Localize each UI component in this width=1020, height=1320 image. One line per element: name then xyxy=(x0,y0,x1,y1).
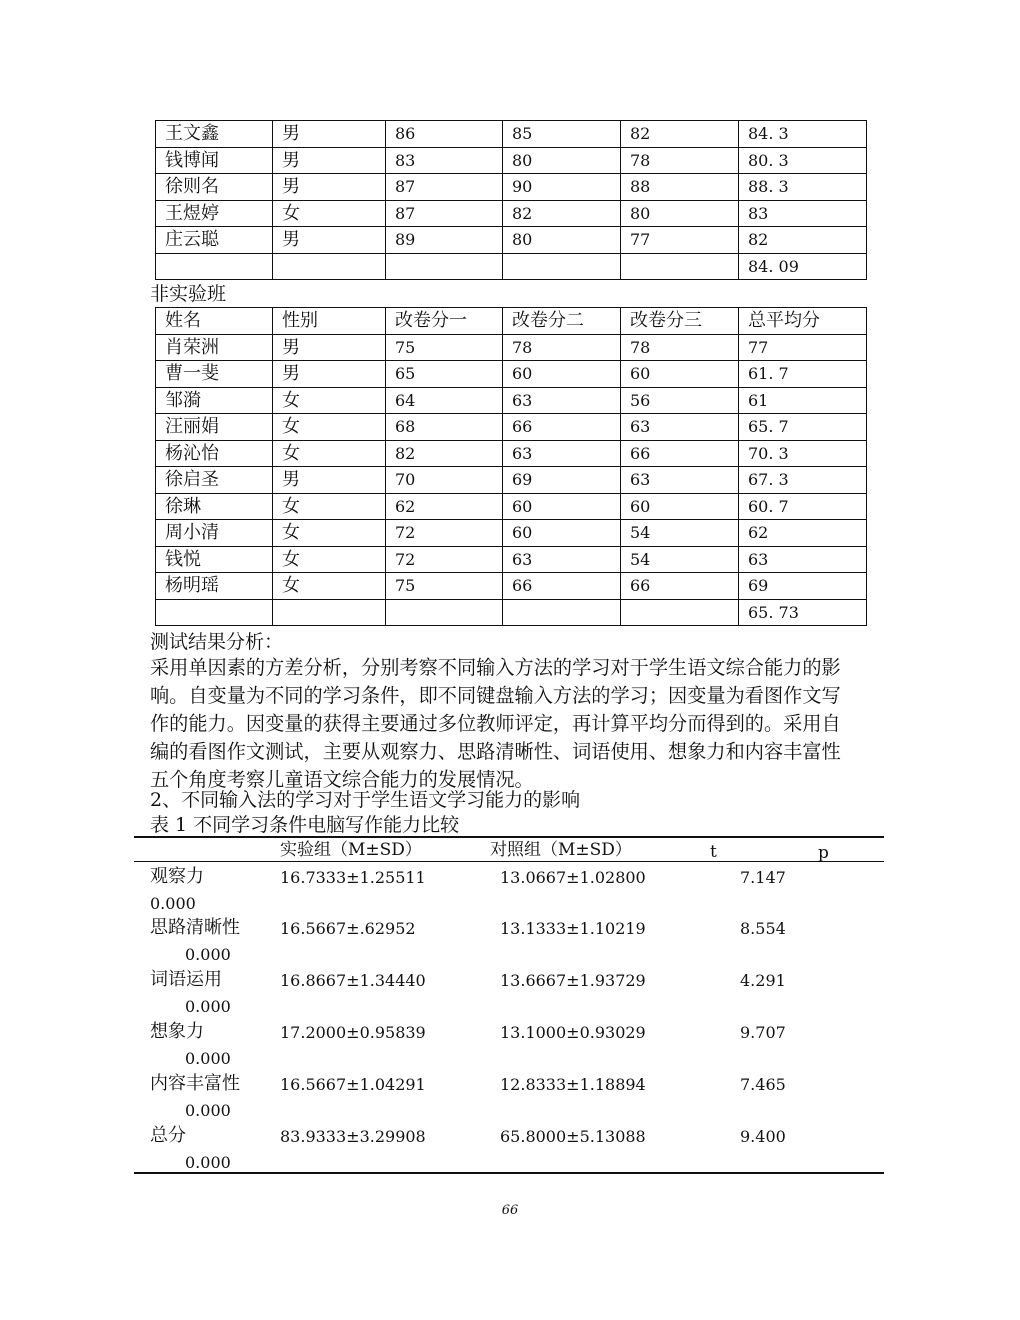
name-cell: 王文鑫 xyxy=(156,121,273,148)
control-value: 12.8333±1.18894 xyxy=(500,1075,646,1094)
score-cell: 89 xyxy=(386,227,503,254)
row-label: 内容丰富性 xyxy=(150,1073,240,1094)
score-cell: 80 xyxy=(621,200,739,227)
score-cell: 82 xyxy=(739,227,867,254)
p-value: 0.000 xyxy=(185,1153,231,1172)
control-value: 13.6667±1.93729 xyxy=(500,971,646,990)
gender-cell: 女 xyxy=(273,546,386,573)
name-cell: 钱博闻 xyxy=(156,147,273,174)
score-cell: 63 xyxy=(739,546,867,573)
gender-cell xyxy=(273,253,386,280)
score-cell: 90 xyxy=(503,174,621,201)
control-score-table xyxy=(155,307,867,626)
name-cell: 钱悦 xyxy=(156,546,273,573)
score-cell: 69 xyxy=(739,573,867,600)
table-row xyxy=(156,387,867,414)
score-cell: 60 xyxy=(503,520,621,547)
gender-cell: 女 xyxy=(273,573,386,600)
table-row xyxy=(156,200,867,227)
name-cell xyxy=(156,253,273,280)
section-heading: 2、不同输入法的学习对于学生语文学习能力的影响 xyxy=(150,789,581,811)
score-cell: 82 xyxy=(621,121,739,148)
score-cell: 87 xyxy=(386,200,503,227)
score-cell: 82 xyxy=(386,440,503,467)
table-row xyxy=(156,573,867,600)
score-cell: 78 xyxy=(621,147,739,174)
score-cell xyxy=(386,253,503,280)
score-cell: 85 xyxy=(503,121,621,148)
score-cell: 80. 3 xyxy=(739,147,867,174)
score-cell: 60. 7 xyxy=(739,493,867,520)
column-header: 改卷分三 xyxy=(621,308,739,335)
table-row xyxy=(156,334,867,361)
name-cell: 徐则名 xyxy=(156,174,273,201)
name-cell: 曹一斐 xyxy=(156,361,273,388)
column-header: 改卷分一 xyxy=(386,308,503,335)
score-cell xyxy=(503,253,621,280)
gender-cell: 男 xyxy=(273,174,386,201)
score-cell: 80 xyxy=(503,147,621,174)
gender-cell: 女 xyxy=(273,520,386,547)
score-cell: 78 xyxy=(621,334,739,361)
name-cell: 肖荣洲 xyxy=(156,334,273,361)
score-cell: 63 xyxy=(503,546,621,573)
score-cell: 70. 3 xyxy=(739,440,867,467)
score-cell xyxy=(621,253,739,280)
score-cell: 69 xyxy=(503,467,621,494)
column-header: 改卷分二 xyxy=(503,308,621,335)
table-caption: 表 1 不同学习条件电脑写作能力比较 xyxy=(150,814,460,836)
score-cell: 72 xyxy=(386,546,503,573)
score-cell: 61 xyxy=(739,387,867,414)
name-cell: 杨沁怡 xyxy=(156,440,273,467)
table-row xyxy=(156,546,867,573)
score-cell: 62 xyxy=(386,493,503,520)
score-cell: 65 xyxy=(386,361,503,388)
score-cell: 72 xyxy=(386,520,503,547)
gender-cell: 男 xyxy=(273,147,386,174)
experimental-value: 16.5667±1.04291 xyxy=(280,1075,426,1094)
column-header-experimental: 实验组（M±SD） xyxy=(280,840,422,860)
control-value: 13.0667±1.02800 xyxy=(500,868,646,887)
score-cell: 54 xyxy=(621,546,739,573)
column-header: 姓名 xyxy=(156,308,273,335)
gender-cell: 男 xyxy=(273,121,386,148)
score-cell: 63 xyxy=(503,387,621,414)
score-cell: 60 xyxy=(503,361,621,388)
table-row xyxy=(156,361,867,388)
paragraph-line: 响。自变量为不同的学习条件，即不同键盘输入方法的学习；因变量为看图作文写 xyxy=(150,684,841,707)
name-cell xyxy=(156,599,273,626)
row-label: 词语运用 xyxy=(150,969,222,990)
score-cell: 84. 3 xyxy=(739,121,867,148)
score-cell: 63 xyxy=(503,440,621,467)
name-cell: 徐琳 xyxy=(156,493,273,520)
p-value: 0.000 xyxy=(185,997,231,1016)
paragraph-line: 采用单因素的方差分析，分别考察不同输入方法的学习对于学生语文综合能力的影 xyxy=(150,656,841,679)
p-value: 0.000 xyxy=(185,1049,231,1068)
name-cell: 徐启圣 xyxy=(156,467,273,494)
score-cell: 67. 3 xyxy=(739,467,867,494)
score-cell: 75 xyxy=(386,573,503,600)
name-cell: 汪丽娟 xyxy=(156,414,273,441)
score-cell: 60 xyxy=(621,361,739,388)
score-cell: 87 xyxy=(386,174,503,201)
name-cell: 杨明瑶 xyxy=(156,573,273,600)
table-row xyxy=(156,440,867,467)
page-number: 66 xyxy=(501,1203,519,1218)
name-cell: 王煜婷 xyxy=(156,200,273,227)
experimental-score-table xyxy=(155,120,867,280)
gender-cell: 女 xyxy=(273,440,386,467)
score-cell: 66 xyxy=(503,573,621,600)
control-class-label: 非实验班 xyxy=(150,283,227,305)
score-cell xyxy=(386,599,503,626)
score-cell: 66 xyxy=(621,573,739,600)
score-cell: 61. 7 xyxy=(739,361,867,388)
score-cell: 54 xyxy=(621,520,739,547)
experimental-value: 16.5667±.62952 xyxy=(280,919,416,938)
paragraph-line: 五个角度考察儿童语文综合能力的发展情况。 xyxy=(150,768,534,791)
score-cell: 88. 3 xyxy=(739,174,867,201)
analysis-paragraph xyxy=(150,654,875,794)
table-row xyxy=(156,174,867,201)
column-header: 总平均分 xyxy=(739,308,867,335)
score-cell: 86 xyxy=(386,121,503,148)
score-cell: 83 xyxy=(739,200,867,227)
score-cell: 66 xyxy=(621,440,739,467)
score-cell: 60 xyxy=(503,493,621,520)
score-cell: 65. 73 xyxy=(739,599,867,626)
gender-cell: 女 xyxy=(273,414,386,441)
t-value: 7.465 xyxy=(740,1075,786,1094)
score-cell: 78 xyxy=(503,334,621,361)
score-cell: 60 xyxy=(621,493,739,520)
score-cell: 56 xyxy=(621,387,739,414)
score-cell xyxy=(621,599,739,626)
column-header-t: t xyxy=(710,842,717,862)
t-value: 9.400 xyxy=(740,1127,786,1146)
score-cell: 63 xyxy=(621,467,739,494)
experimental-value: 16.7333±1.25511 xyxy=(280,868,426,887)
table-row xyxy=(156,599,867,626)
row-label: 观察力 xyxy=(150,866,204,887)
gender-cell: 女 xyxy=(273,200,386,227)
table-row xyxy=(156,520,867,547)
gender-cell xyxy=(273,599,386,626)
experimental-value: 83.9333±3.29908 xyxy=(280,1127,426,1146)
table-row xyxy=(156,414,867,441)
score-cell: 77 xyxy=(621,227,739,254)
gender-cell: 男 xyxy=(273,334,386,361)
experimental-value: 16.8667±1.34440 xyxy=(280,971,426,990)
score-cell: 65. 7 xyxy=(739,414,867,441)
score-cell: 70 xyxy=(386,467,503,494)
score-cell xyxy=(503,599,621,626)
table-row xyxy=(156,467,867,494)
table-bottom-rule xyxy=(134,1172,884,1174)
score-cell: 66 xyxy=(503,414,621,441)
score-cell: 75 xyxy=(386,334,503,361)
p-value: 0.000 xyxy=(150,894,196,913)
score-cell: 68 xyxy=(386,414,503,441)
table-row xyxy=(156,147,867,174)
experimental-value: 17.2000±0.95839 xyxy=(280,1023,426,1042)
score-cell: 80 xyxy=(503,227,621,254)
table-row xyxy=(156,493,867,520)
row-label: 总分 xyxy=(150,1125,186,1146)
score-cell: 82 xyxy=(503,200,621,227)
gender-cell: 女 xyxy=(273,493,386,520)
paragraph-line: 作的能力。因变量的获得主要通过多位教师评定，再计算平均分而得到的。采用自 xyxy=(150,712,841,735)
control-value: 65.8000±5.13088 xyxy=(500,1127,646,1146)
p-value: 0.000 xyxy=(185,1101,231,1120)
t-value: 8.554 xyxy=(740,919,786,938)
name-cell: 邹漪 xyxy=(156,387,273,414)
gender-cell: 男 xyxy=(273,467,386,494)
analysis-heading: 测试结果分析： xyxy=(150,631,284,653)
table-row xyxy=(156,227,867,254)
t-value: 7.147 xyxy=(740,868,786,887)
score-cell: 84. 09 xyxy=(739,253,867,280)
column-header-p: p xyxy=(818,843,829,863)
paragraph-line: 编的看图作文测试，主要从观察力、思路清晰性、词语使用、想象力和内容丰富性 xyxy=(150,740,841,763)
score-cell: 88 xyxy=(621,174,739,201)
score-cell: 62 xyxy=(739,520,867,547)
gender-cell: 女 xyxy=(273,387,386,414)
table-header-rule xyxy=(134,861,884,862)
column-header: 性别 xyxy=(273,308,386,335)
p-value: 0.000 xyxy=(185,945,231,964)
table-top-rule xyxy=(134,836,884,838)
gender-cell: 男 xyxy=(273,227,386,254)
column-header-control: 对照组（M±SD） xyxy=(490,840,632,860)
t-value: 4.291 xyxy=(740,971,786,990)
table-header-row xyxy=(156,308,867,335)
table-row xyxy=(156,121,867,148)
name-cell: 周小清 xyxy=(156,520,273,547)
row-label: 想象力 xyxy=(150,1021,204,1042)
name-cell: 庄云聪 xyxy=(156,227,273,254)
score-cell: 64 xyxy=(386,387,503,414)
row-label: 思路清晰性 xyxy=(150,917,240,938)
score-cell: 63 xyxy=(621,414,739,441)
score-cell: 77 xyxy=(739,334,867,361)
control-value: 13.1000±0.93029 xyxy=(500,1023,646,1042)
control-value: 13.1333±1.10219 xyxy=(500,919,646,938)
table-row xyxy=(156,253,867,280)
score-cell: 83 xyxy=(386,147,503,174)
gender-cell: 男 xyxy=(273,361,386,388)
t-value: 9.707 xyxy=(740,1023,786,1042)
